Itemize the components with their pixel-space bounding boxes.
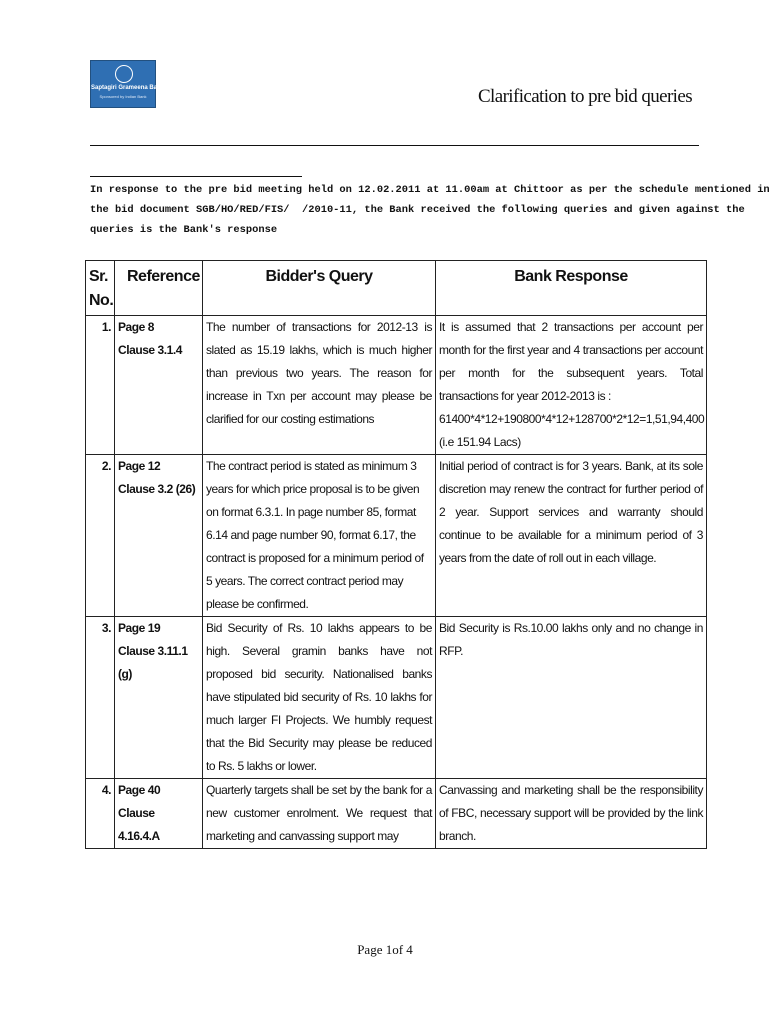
row-query: Bid Security of Rs. 10 lakhs appears to be high. Several gramin banks have not proposed bid security. Nationalised banks have stipulated bid security of Rs. 10 lakhs for much larger FI Projects. We humbly request that the Bid Security may please be reduced to Rs. 5 lakhs or lower. xyxy=(203,617,436,779)
row-response xyxy=(436,316,707,455)
reference-clause: Clause 3.11.1 (g) xyxy=(118,644,188,681)
response-calculation: 61400*4*12+190800*4*12+128700*2*12=1,51,94,400 (i.e 151.94 Lacs) xyxy=(439,412,705,449)
reference-page: Page 19 xyxy=(118,621,161,635)
row-response: Initial period of contract is for 3 years. Bank, at its sole discretion may renew the contract for further period of 2 year. Support services and warranty should continue to be available for a minimum period of 3 years from the date of roll out in each village. xyxy=(436,455,707,617)
logo-sponsor-text: Sponsored by Indian Bank xyxy=(99,94,147,99)
row-query: Quarterly targets shall be set by the bank for a new customer enrolment. We request that marketing and canvassing support may xyxy=(203,779,436,849)
row-sr-no: 1. xyxy=(86,316,115,455)
header-reference: Reference xyxy=(115,261,203,316)
row-reference xyxy=(115,455,203,617)
queries-table xyxy=(85,260,707,849)
table-row xyxy=(86,316,707,455)
row-sr-no: 4. xyxy=(86,779,115,849)
title-divider xyxy=(90,145,699,146)
row-reference xyxy=(115,779,203,849)
header-bank-response: Bank Response xyxy=(436,261,707,316)
response-text: It is assumed that 2 transactions per account per month for the first year and 4 transactions per account per month for the subsequent years. Total transactions for year 2012-2013 is : xyxy=(439,320,703,403)
intro-paragraph xyxy=(90,180,770,240)
intro-line: the bid document SGB/HO/RED/FIS/ /2010-11, the Bank received the following queries and given against the xyxy=(90,204,745,216)
table-row xyxy=(86,617,707,779)
reference-page: Page 40 xyxy=(118,783,161,797)
row-sr-no: 2. xyxy=(86,455,115,617)
header-bidders-query: Bidder's Query xyxy=(203,261,436,316)
intro-line: queries is the Bank's response xyxy=(90,224,278,236)
page-number: Page 1of 4 xyxy=(357,942,413,957)
row-reference xyxy=(115,316,203,455)
table-row xyxy=(86,455,707,617)
row-query: The number of transactions for 2012-13 is slated as 15.19 lakhs, which is much higher than previous two years. The reason for increase in Txn per account may please be clarified for our costing estimations xyxy=(203,316,436,455)
document-title: Clarification to pre bid queries xyxy=(477,86,692,107)
reference-clause: Clause 4.16.4.A xyxy=(118,806,160,843)
reference-clause: Clause 3.1.4 xyxy=(118,343,182,357)
bank-emblem-icon xyxy=(115,65,133,83)
intro-line: In response to the pre bid meeting held on 12.02.2011 at 11.00am at Chittoor as per the schedule mentioned in xyxy=(90,184,770,196)
row-response: Canvassing and marketing shall be the responsibility of FBC, necessary support will be provided by the link branch. xyxy=(436,779,707,849)
header-sr-no: Sr. No. xyxy=(86,261,115,316)
table-row xyxy=(86,779,707,849)
logo-bank-name: Saptagiri Grameena Bank xyxy=(91,85,165,91)
row-response: Bid Security is Rs.10.00 lakhs only and no change in RFP. xyxy=(436,617,707,779)
short-divider xyxy=(90,176,302,177)
row-sr-no: 3. xyxy=(86,617,115,779)
reference-page: Page 12 xyxy=(118,459,161,473)
table-header-row xyxy=(86,261,707,316)
reference-page: Page 8 xyxy=(118,320,154,334)
row-reference xyxy=(115,617,203,779)
reference-clause: Clause 3.2 (26) xyxy=(118,482,196,496)
row-query: The contract period is stated as minimum 3 years for which price proposal is to be given on format 6.3.1. In page number 85, format 6.14 and page number 90, format 6.17, the contract is proposed for a minimum period of 5 years. The correct contract period may please be confirmed. xyxy=(203,455,436,617)
